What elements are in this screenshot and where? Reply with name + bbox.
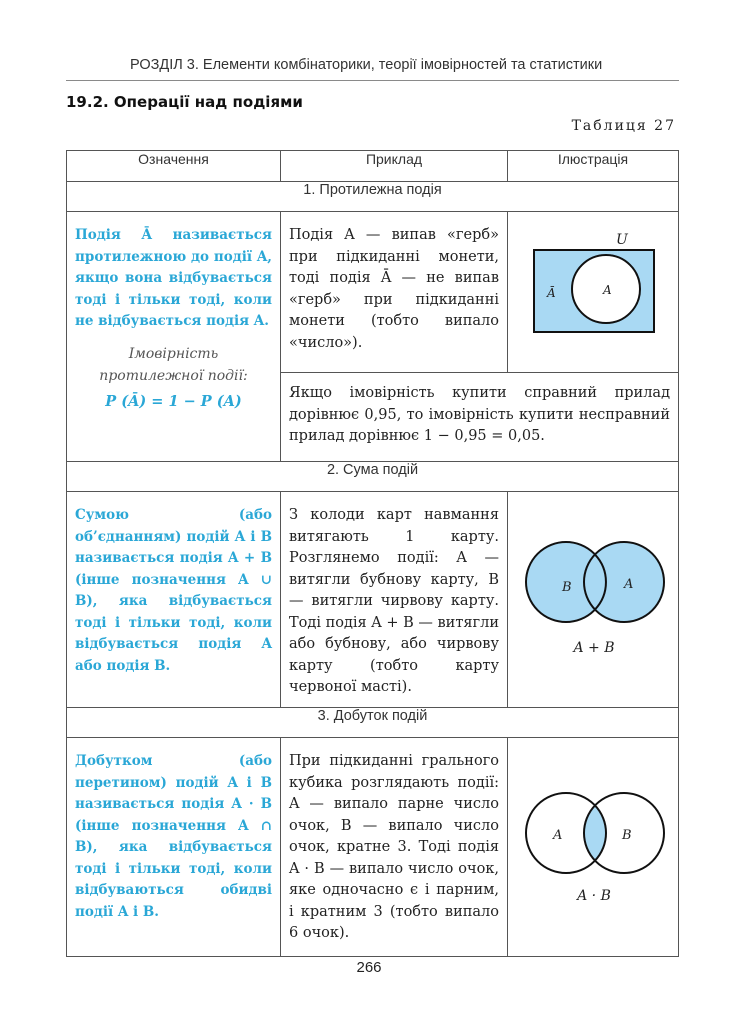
example-product: При підкиданні грального кубика розглядають події: A — випало парне число очок, B — випало число очок, кратне 3. Тоді подія A · B — випало число очок, яке одночасно є і парним, і кратним 3 (тобто випало 6 очок). <box>281 738 508 957</box>
illustration-sum <box>508 492 679 708</box>
complement-formula: P (Ā) = 1 − P (A) <box>105 392 242 410</box>
example-probability: Якщо імовірність купити справний прилад дорівнює 0,95, то імовірність купити несправний прилад дорівнює 1 − 0,95 = 0,05. <box>281 373 679 462</box>
operations-table <box>66 150 679 957</box>
section-heading-complement: 1. Протилежна подія <box>67 182 679 212</box>
example-sum: З колоди карт навмання витягають 1 карту. Розглянемо події: A — витягли бубнову карту, B — витягли чирвову карту. Тоді подія A + B — витягли або бубнову, або чирвову карту (тобто карту червоної масті). <box>281 492 508 708</box>
venn-product <box>508 738 678 952</box>
probability-note: Імовірність протилежної події: <box>99 345 248 384</box>
column-header-definition: Означення <box>67 151 281 182</box>
definition-sum: Сумою (або об’єднанням) подій A і B називається подія A + B (інше позначення A ∪ B), яка відбувається тоді і тільки тоді, коли відбувається подія A або подія B. <box>67 492 281 708</box>
header-rule <box>66 80 679 81</box>
example-complement: Подія A — випав «герб» при підкиданні монети, тоді подія Ā — не випав «герб» при підкиданні монети (тобто випало «число»). <box>281 212 508 373</box>
definition-complement <box>67 212 281 462</box>
table-label: Таблиця 27 <box>571 118 676 134</box>
event-a-label: A <box>624 577 634 592</box>
table-row <box>67 738 679 957</box>
event-b-label: B <box>562 580 572 595</box>
section-row-product <box>67 708 679 738</box>
running-header: РОЗДІЛ 3. Елементи комбінаторики, теорії імовірностей та статистики <box>130 57 603 73</box>
page-number: 266 <box>356 959 382 976</box>
event-abar-label: Ā <box>547 286 556 300</box>
section-row-sum <box>67 462 679 492</box>
table-row <box>67 212 679 373</box>
event-a-label: A <box>603 283 612 297</box>
section-heading-sum: 2. Сума подій <box>67 462 679 492</box>
section-row-complement <box>67 182 679 212</box>
illustration-product <box>508 738 679 957</box>
event-b-label: B <box>622 828 632 843</box>
column-header-illustration: Ілюстрація <box>508 151 679 182</box>
definition-text: Подія Ā називається протилежною до події A, якщо вона відбувається тоді і тільки тоді, коли не відбувається подія A. <box>75 227 272 329</box>
venn-complement <box>508 212 678 368</box>
column-header-example: Приклад <box>281 151 508 182</box>
sum-caption: A + B <box>573 640 615 656</box>
section-heading-product: 3. Добуток подій <box>67 708 679 738</box>
definition-product: Добутком (або перетином) подій A і B називається подія A · B (інше позначення A ∩ B), яка відбувається тоді і тільки тоді, коли відбуваються обидві події A і B. <box>67 738 281 957</box>
universe-label: U <box>616 232 628 248</box>
table-header-row <box>67 151 679 182</box>
venn-sum <box>508 492 678 703</box>
event-a-label: A <box>553 828 563 843</box>
illustration-complement <box>508 212 679 373</box>
section-title: 19.2. Операції над подіями <box>66 93 303 111</box>
table-row <box>67 492 679 708</box>
product-caption: A · B <box>577 888 611 904</box>
